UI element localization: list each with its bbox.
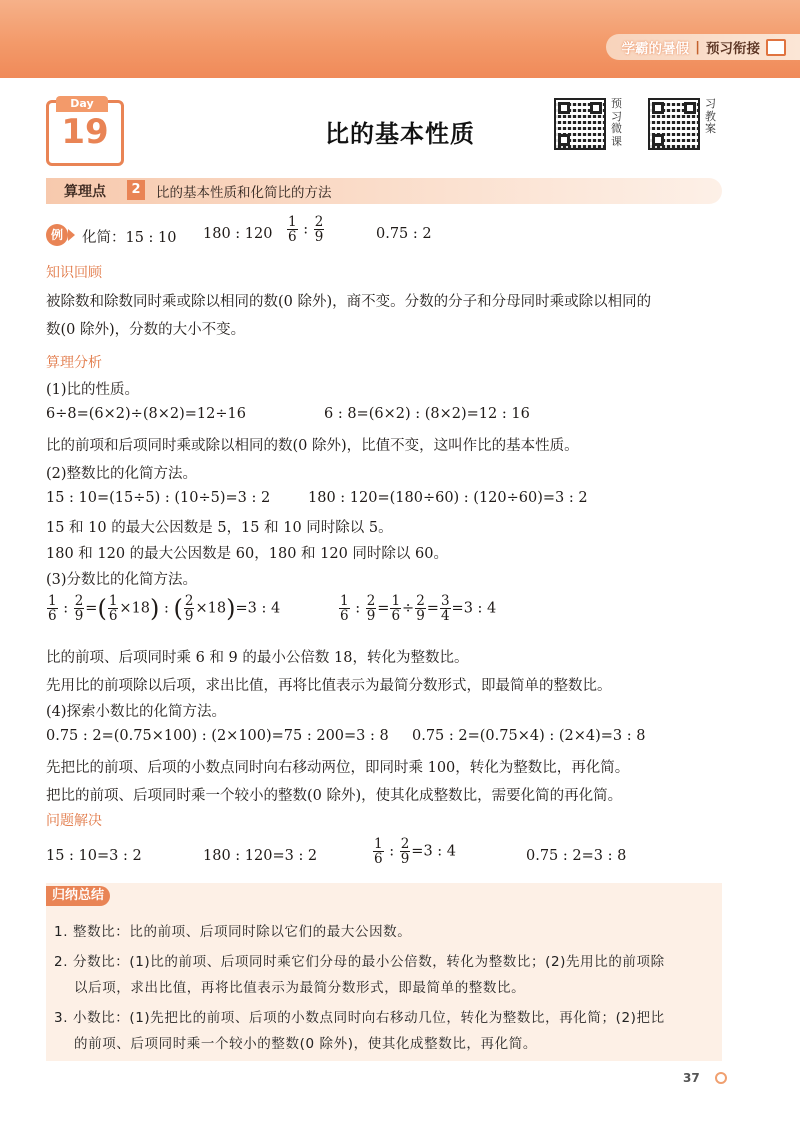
qr-label-lesson-plan: 习教案 [705, 97, 716, 135]
analysis-heading: 算理分析 [46, 355, 102, 371]
day-number: 19 [61, 112, 109, 152]
example-intro: 化简：15 : 10 [82, 230, 177, 246]
answer-fraction: $\frac{1}{6}$ : $\frac{2}{9}$ =3 : 4 [374, 836, 457, 868]
review-heading: 知识回顾 [46, 265, 102, 281]
brand-name: 学霸的暑假 [621, 41, 690, 57]
answer: 15 : 10=3 : 2 [46, 848, 142, 864]
analysis-text: 15 和 10 的最大公因数是 5，15 和 10 同时除以 5。 [46, 520, 393, 536]
section-title: 比的基本性质和化简比的方法 [156, 185, 332, 201]
summary-item: 2. 分数比：(1)比的前项、后项同时乘它们分母的最小公倍数，转化为整数比；(2)先用比的前项除 [54, 954, 665, 970]
section-bar [46, 178, 722, 204]
brand-separator: | [695, 39, 700, 55]
equation: 15 : 10=(15÷5) : (10÷5)=3 : 2 [46, 490, 271, 506]
analysis-text: 把比的前项、后项同时乘一个较小的整数(0 除外)，使其化成整数比，需要化简的再化简。 [46, 788, 623, 804]
review-text-line: 数(0 除外)，分数的大小不变。 [46, 322, 246, 338]
summary-item: 1. 整数比：比的前项、后项同时除以它们的最大公因数。 [54, 924, 412, 940]
analysis-text: 比的前项和后项同时乘或除以相同的数(0 除外)，比值不变，这叫作比的基本性质。 [46, 438, 579, 454]
qr-label-micro-lesson: 预习微课 [611, 97, 622, 148]
day-label: Day [56, 96, 108, 112]
analysis-subtitle: (3)分数比的化简方法。 [46, 572, 198, 588]
equation: 0.75 : 2=(0.75×100) : (2×100)=75 : 200=3 : 8 [46, 728, 389, 744]
fraction-equation: $\frac{1}{6}$ : $\frac{2}{9}$ =( $\frac{1}{6}$ ×18) : ( $\frac{2}{9}$ ×18)=3 : 4 [48, 593, 281, 625]
analysis-text: 比的前项、后项同时乘 6 和 9 的最小公倍数 18，转化为整数比。 [46, 650, 469, 666]
section-tag: 算理点 [64, 184, 106, 200]
book-icon [766, 39, 786, 56]
qr-code-icon[interactable] [554, 98, 606, 150]
section-number: 2 [127, 180, 145, 200]
arrow-right-icon [68, 229, 75, 241]
fraction-equation: $\frac{1}{6}$ : $\frac{2}{9}$ = $\frac{1}{6}$ ÷ $\frac{2}{9}$ = $\frac{3}{4}$ =3 : 4 [340, 593, 497, 625]
summary-item: 以后项，求出比值，再将比值表示为最简分数形式，即最简单的整数比。 [74, 980, 526, 996]
example-badge: 例 [46, 224, 68, 246]
equation: 6÷8=(6×2)÷(8×2)=12÷16 [46, 406, 246, 422]
analysis-subtitle: (4)探索小数比的化简方法。 [46, 704, 227, 720]
qr-code-icon[interactable] [648, 98, 700, 150]
brand-banner [606, 34, 800, 60]
answer: 0.75 : 2=3 : 8 [526, 848, 627, 864]
page-number: 37 [683, 1071, 700, 1085]
page-title: 比的基本性质 [325, 120, 475, 148]
review-text-line: 被除数和除数同时乘或除以相同的数(0 除外)，商不变。分数的分子和分母同时乘或除以相同的 [46, 294, 652, 310]
example-fraction-ratio: $\frac{1}{6}$ : $\frac{2}{9}$ [288, 214, 324, 246]
example-item: 0.75 : 2 [376, 226, 432, 242]
equation: 6 : 8=(6×2) : (8×2)=12 : 16 [324, 406, 530, 422]
equation: 0.75 : 2=(0.75×4) : (2×4)=3 : 8 [412, 728, 646, 744]
summary-item: 3. 小数比：(1)先把比的前项、后项的小数点同时向右移动几位，转化为整数比，再化简；(2)把比 [54, 1010, 665, 1026]
brand-subtitle: 预习衔接 [706, 41, 760, 57]
sun-icon [715, 1072, 727, 1084]
example-item: 180 : 120 [203, 226, 273, 242]
analysis-subtitle: (1)比的性质。 [46, 382, 140, 398]
analysis-text: 先用比的前项除以后项，求出比值，再将比值表示为最简分数形式，即最简单的整数比。 [46, 678, 612, 694]
answer: 180 : 120=3 : 2 [203, 848, 318, 864]
summary-item: 的前项、后项同时乘一个较小的整数(0 除外)，使其化成整数比，再化简。 [74, 1036, 537, 1052]
analysis-text: 180 和 120 的最大公因数是 60，180 和 120 同时除以 60。 [46, 546, 448, 562]
equation: 180 : 120=(180÷60) : (120÷60)=3 : 2 [308, 490, 588, 506]
summary-tag: 归纳总结 [46, 886, 110, 906]
analysis-subtitle: (2)整数比的化简方法。 [46, 466, 198, 482]
analysis-text: 先把比的前项、后项的小数点同时向右移动两位，即同时乘 100，转化为整数比，再化简。 [46, 760, 630, 776]
solution-heading: 问题解决 [46, 813, 102, 829]
